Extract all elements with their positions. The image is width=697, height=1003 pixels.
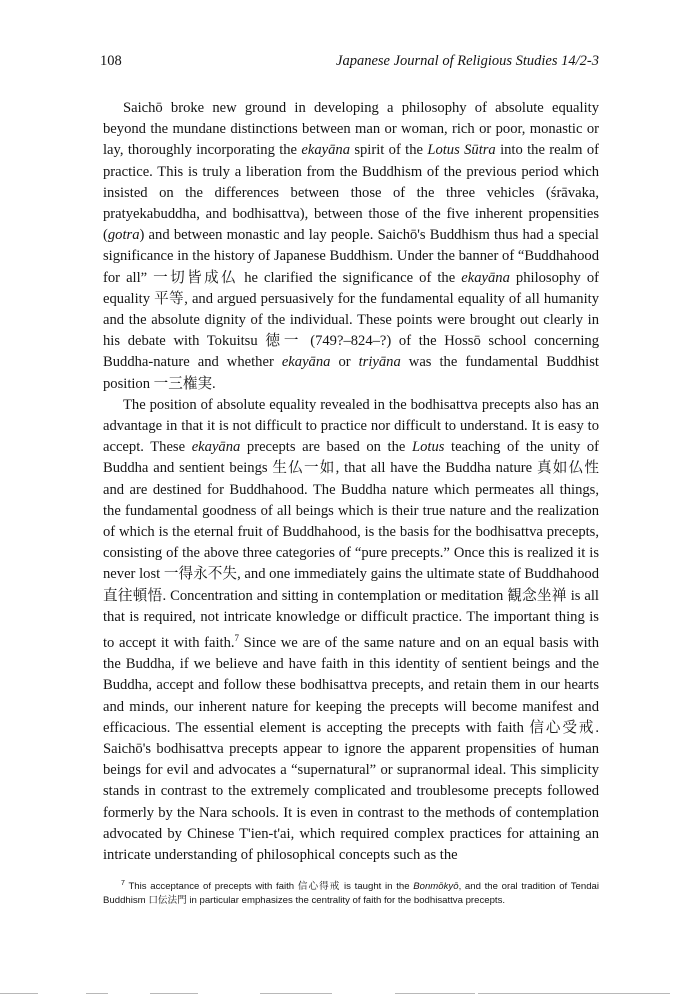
text-run: Since we are of the same nature and on an equal basis with the Buddha, if we believe and have faith in this identity of sentient beings and the Buddha, accept and follow these bodhisattva precepts, and retain them in our hearts and minds, our inherent nature for keeping the precepts will become manifest and efficacious. The essential element is accepting the precepts with faith 信心受戒. Saichō's bodhisattva precepts appear to ignore the apparent propensities of human beings for evil and advocates a “supernatural” or supranormal ideal. This simplicity stands in contrast to the extremely complicated and troublesome precepts followed formerly by the Nara schools. It is even in contrast to the methods of contemplation advocated by Chinese T'ien-t'ai, which required complex practices for attaining an intricate understanding of philosophical concepts such as the (103, 634, 599, 863)
italic-term: ekayāna (461, 269, 510, 286)
italic-term: gotra (107, 227, 140, 244)
footnote-body (103, 881, 599, 906)
paragraph (103, 98, 599, 395)
text-run: Saichō broke new ground in developing a philosophy of absolute equality beyond the mundane distinctions between man or woman, rich or poor, monastic or lay, thoroughly incorporating the (103, 100, 599, 159)
italic-term: triyāna (358, 354, 401, 371)
italic-term: ekayāna (281, 354, 331, 371)
page-bottom-rule (0, 993, 697, 995)
text-run: ) and between monastic and lay people. Saichō's Buddhism thus had a special significance in the history of Japanese Buddhism. Under the banner of “Buddhahood for all” 一切皆成仏 he clarified the significance of the (103, 227, 599, 286)
text-run: or (330, 354, 359, 371)
text-run: spirit of the (350, 142, 428, 159)
italic-term: Lotus (411, 439, 445, 456)
italic-term: Lotus Sūtra (427, 142, 496, 159)
footnote-run: This acceptance of precepts with faith 信心得戒 is taught in the (128, 881, 414, 893)
italic-term: ekayāna (301, 142, 350, 159)
body-text (103, 98, 599, 866)
footnote-ref: 7 (234, 633, 240, 644)
text-run: was the fundamental Buddhist position 一三権実. (103, 354, 599, 392)
text-run: philosophy of equality 平等, and argued persuasively for the fundamental equality of all humanity and the absolute dignity of the individual. These points were brought out clearly in his debate with Tokuitsu 徳一 (749?–824–?) of the Hossō school concerning Buddha-nature and whether (103, 269, 600, 371)
italic-term: ekayāna (191, 439, 241, 456)
footnote-number: 7 (121, 880, 125, 887)
journal-title: Japanese Journal of Religious Studies 14/2-3 (336, 53, 599, 69)
italic-term: Bonmōkyō (413, 881, 459, 893)
text-run: The position of absolute equality revealed in the bodhisattva precepts also has an advantage in that it is not difficult to practice nor difficult to understand. It is easy to accept. These (103, 396, 599, 456)
text-run: into the realm of practice. This is truly a liberation from the Buddhism of the previous period which insisted on the differences between those of the three vehicles (śrāvaka, pratyekabuddha, and bodhisattva), between those of the five inherent propensities ( (103, 142, 599, 244)
text-run: precepts are based on the (240, 439, 412, 456)
page-number: 108 (100, 53, 122, 69)
running-header (100, 50, 599, 72)
footnote-text (103, 877, 599, 908)
footnote (103, 877, 599, 908)
footnote-run: , and the oral tradition of Tendai Buddhism 口伝法門 in particular emphasizes the centrality of faith for the bodhisattva precepts. (103, 881, 599, 907)
text-run: teaching of the unity of Buddha and sentient beings 生仏一如, that all have the Buddha nature 真如仏性 and are destined for Buddhahood. The Buddha nature which permeates all things, the fundamental goodness of all beings which is their true nature and the realization of which is the eternal fruit of Buddhahood, is the basis for the bodhisattva precepts, consisting of the above three categories of “pure precepts.” Once this is realized it is never lost 一得永不失, and one immediately gains the ultimate state of Buddhahood 直往頓悟. Concentration and sitting in contemplation or meditation 観念坐禅 is all that is required, not intricate knowledge or difficult practice. The important thing is to accept it with faith. (103, 439, 599, 651)
paragraph (103, 395, 599, 866)
